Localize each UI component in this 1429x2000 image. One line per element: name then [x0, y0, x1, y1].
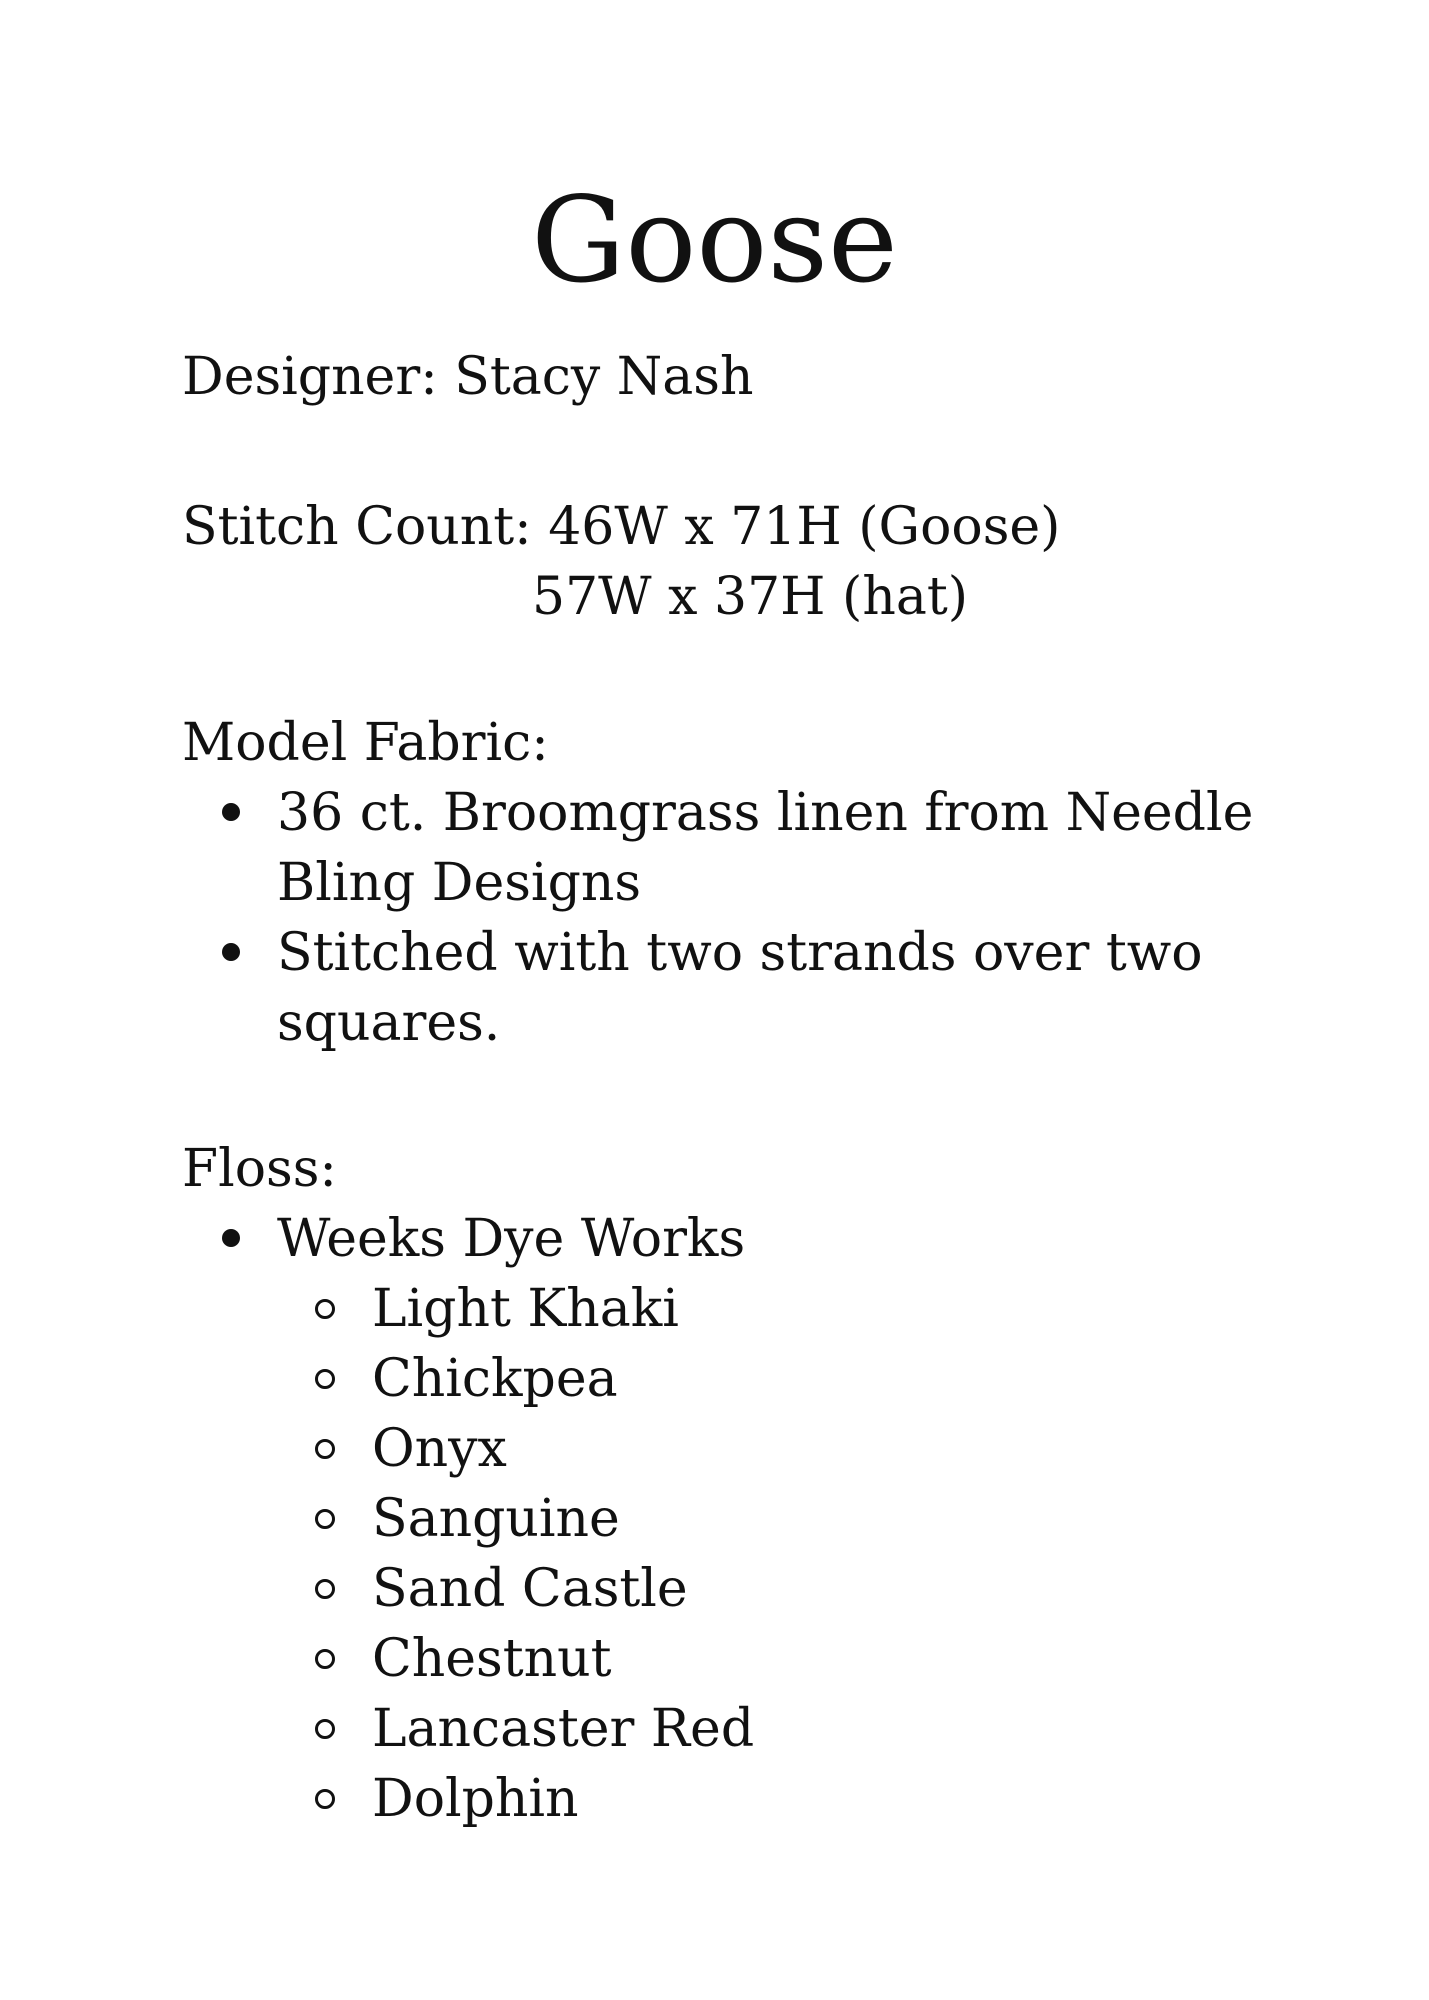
list-item — [277, 1764, 1282, 1834]
circle-bullet-icon — [315, 1439, 335, 1459]
floss-color-list — [277, 1274, 1282, 1834]
floss-color: Sand Castle — [372, 1559, 688, 1619]
stitch-count-line: Stitch Count: 46W x 71H (Goose) — [182, 497, 1061, 557]
model-fabric-list — [182, 778, 1282, 1058]
floss-color: Lancaster Red — [372, 1699, 755, 1759]
bullet-icon — [222, 803, 240, 821]
spacer — [182, 1058, 1282, 1134]
pattern-details — [182, 342, 1282, 1834]
bullet-icon — [222, 1229, 240, 1247]
fabric-item-text: 36 ct. Broomgrass linen from Needle Bling Designs — [277, 783, 1254, 913]
floss-color: Onyx — [372, 1419, 507, 1479]
circle-bullet-icon — [315, 1579, 335, 1599]
page-title: Goose — [531, 171, 898, 309]
floss-color: Chickpea — [372, 1349, 618, 1409]
list-item — [277, 1484, 1282, 1554]
floss-brand: Weeks Dye Works — [277, 1209, 746, 1269]
floss-color: Light Khaki — [372, 1279, 679, 1339]
floss-color: Dolphin — [372, 1769, 579, 1829]
list-item — [182, 1204, 1282, 1834]
circle-bullet-icon — [315, 1369, 335, 1389]
circle-bullet-icon — [315, 1789, 335, 1809]
spacer — [182, 412, 1282, 492]
list-item — [277, 1414, 1282, 1484]
circle-bullet-icon — [315, 1719, 335, 1739]
floss-heading: Floss: — [182, 1139, 337, 1199]
bullet-icon — [222, 943, 240, 961]
circle-bullet-icon — [315, 1509, 335, 1529]
floss-color: Chestnut — [372, 1629, 612, 1689]
list-item — [277, 1694, 1282, 1764]
model-fabric-heading: Model Fabric: — [182, 713, 549, 773]
list-item — [277, 1624, 1282, 1694]
circle-bullet-icon — [315, 1649, 335, 1669]
stitch-count-hat-line: 57W x 37H (hat) — [532, 567, 969, 627]
list-item — [277, 1344, 1282, 1414]
spacer — [182, 632, 1282, 708]
list-item — [277, 1554, 1282, 1624]
floss-color: Sanguine — [372, 1489, 620, 1549]
floss-list — [182, 1204, 1282, 1834]
list-item — [182, 918, 1282, 1058]
fabric-item-text: Stitched with two strands over two squares. — [277, 923, 1203, 1053]
list-item — [277, 1274, 1282, 1344]
designer-line: Designer: Stacy Nash — [182, 347, 754, 407]
list-item — [182, 778, 1282, 918]
circle-bullet-icon — [315, 1299, 335, 1319]
